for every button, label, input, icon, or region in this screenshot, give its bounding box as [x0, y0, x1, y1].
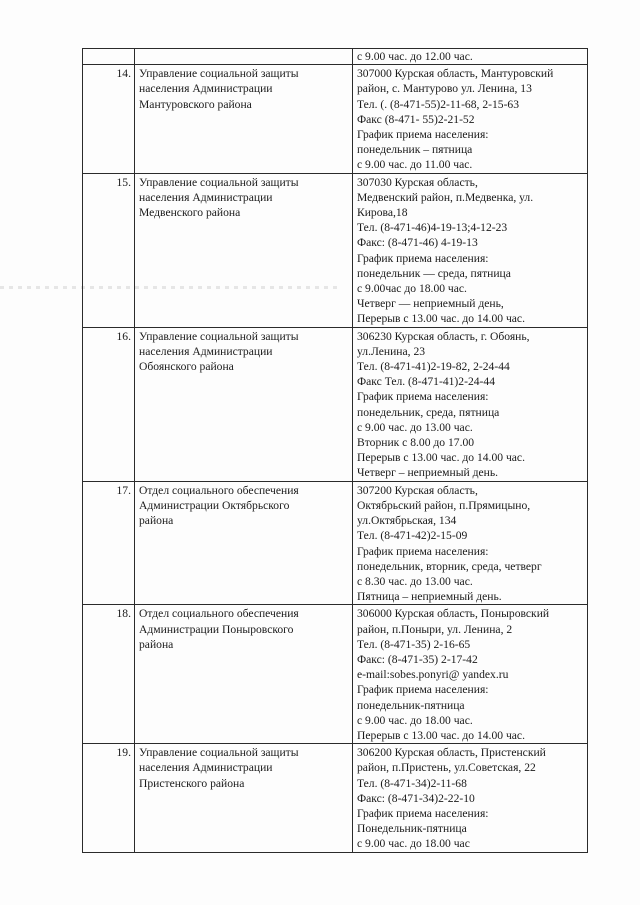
- organization-line: населения Администрации: [139, 344, 273, 358]
- address-line: График приема населения:: [357, 251, 489, 265]
- cell-address: [353, 49, 588, 65]
- address-line: Четверг — неприемный день,: [357, 297, 504, 311]
- organization-line: Мантуровского района: [139, 97, 252, 111]
- organization-line: района: [139, 637, 174, 651]
- address-line: район, п.Поныри, ул. Ленина, 2: [357, 622, 513, 636]
- address-line: 307030 Курская область,: [357, 175, 478, 189]
- cell-number: 17.: [83, 481, 135, 605]
- address-line: понедельник, вторник, среда, четверг: [357, 559, 542, 573]
- table-row: [83, 744, 588, 852]
- cell-address: [353, 744, 588, 852]
- address-line: с 9.00 час. до 12.00 час.: [357, 50, 473, 63]
- address-line: 307200 Курская область,: [357, 483, 478, 497]
- table-body: [83, 49, 588, 853]
- address-line: 306200 Курская область, Пристенский: [357, 746, 546, 760]
- address-line: Факс: (8-471-46) 4-19-13: [357, 236, 478, 250]
- cell-address: [353, 481, 588, 605]
- address-line: ул.Ленина, 23: [357, 344, 426, 358]
- cell-organization: [135, 173, 353, 327]
- address-line: Факс (8-471- 55)2-21-52: [357, 112, 475, 126]
- organization-line: Управление социальной защиты: [139, 329, 299, 343]
- cell-number: 15.: [83, 173, 135, 327]
- address-line: 307000 Курская область, Мантуровский: [357, 67, 554, 81]
- organization-line: Управление социальной защиты: [139, 175, 299, 189]
- address-line: с 9.00час до 18.00 час.: [357, 282, 467, 296]
- table-row: [83, 605, 588, 744]
- organization-line: населения Администрации: [139, 190, 273, 204]
- address-line: Тел. (8-471-41)2-19-82, 2-24-44: [357, 360, 510, 374]
- address-line: Тел. (8-471-34)2-11-68: [357, 776, 467, 790]
- cell-number: [83, 49, 135, 65]
- address-line: понедельник-пятница: [357, 698, 465, 712]
- cell-organization: [135, 605, 353, 744]
- address-line: Октябрьский район, п.Прямицыно,: [357, 498, 531, 512]
- address-line: Четверг – неприемный день.: [357, 466, 499, 480]
- cell-organization: [135, 481, 353, 605]
- address-line: Медвенский район, п.Медвенка, ул.: [357, 190, 534, 204]
- address-line: понедельник – пятница: [357, 143, 473, 157]
- organization-line: района: [139, 514, 174, 528]
- address-line: понедельник — среда, пятница: [357, 266, 511, 280]
- address-line: Тел. (8-471-46)4-19-13;4-12-23: [357, 221, 508, 235]
- organization-line: Медвенского района: [139, 206, 241, 220]
- cell-number: 18.: [83, 605, 135, 744]
- address-line: Пятница – неприемный день.: [357, 590, 502, 604]
- address-line: Факс: (8-471-34)2-22-10: [357, 791, 475, 805]
- address-line: с 9.00 час. до 13.00 час.: [357, 420, 473, 434]
- address-line: График приема населения:: [357, 806, 489, 820]
- cell-address: [353, 65, 588, 173]
- address-line: 306230 Курская область, г. Обоянь,: [357, 329, 530, 343]
- address-line: Тел. (8-471-35) 2-16-65: [357, 637, 471, 651]
- organization-line: Обоянского района: [139, 360, 234, 374]
- cell-number: 14.: [83, 65, 135, 173]
- address-line: Вторник с 8.00 до 17.00: [357, 436, 475, 450]
- table-row: [83, 327, 588, 481]
- cell-organization: [135, 327, 353, 481]
- organization-line: Управление социальной защиты: [139, 67, 299, 81]
- cell-address: [353, 327, 588, 481]
- address-line: понедельник, среда, пятница: [357, 405, 500, 419]
- organization-line: Администрации Октябрьского: [139, 498, 290, 512]
- address-line: График приема населения:: [357, 128, 489, 142]
- address-line: район, с. Мантурово ул. Ленина, 13: [357, 82, 532, 96]
- address-line: График приема населения:: [357, 544, 489, 558]
- organization-line: Администрации Поныровского: [139, 622, 294, 636]
- address-line: График приема населения:: [357, 683, 489, 697]
- table-row: [83, 65, 588, 173]
- organization-line: Отдел социального обеспечения: [139, 607, 299, 621]
- address-line: с 9.00 час. до 18.00 час: [357, 837, 470, 851]
- address-line: район, п.Пристень, ул.Советская, 22: [357, 761, 536, 775]
- address-line: ул.Октябрьская, 134: [357, 514, 457, 528]
- cell-address: [353, 173, 588, 327]
- cell-address: [353, 605, 588, 744]
- address-line: с 8.30 час. до 13.00 час.: [357, 574, 473, 588]
- table-row: [83, 173, 588, 327]
- address-line: Кирова,18: [357, 206, 408, 220]
- table-row: [83, 481, 588, 605]
- address-line: Понедельник-пятница: [357, 822, 467, 836]
- address-line: Факс: (8-471-35) 2-17-42: [357, 652, 478, 666]
- organization-line: Управление социальной защиты: [139, 746, 299, 760]
- organization-line: населения Администрации: [139, 761, 273, 775]
- address-line: e-mail:sobes.ponyri@ yandex.ru: [357, 668, 509, 682]
- cell-organization: [135, 49, 353, 65]
- table-row-continuation: [83, 49, 588, 65]
- address-line: Перерыв с 13.00 час. до 14.00 час.: [357, 451, 525, 465]
- address-line: 306000 Курская область, Поныровский: [357, 607, 550, 621]
- cell-number: 19.: [83, 744, 135, 852]
- social-services-table: [82, 48, 588, 853]
- address-line: Факс Тел. (8-471-41)2-24-44: [357, 375, 495, 389]
- cell-organization: [135, 744, 353, 852]
- address-line: с 9.00 час. до 18.00 час.: [357, 713, 473, 727]
- organization-line: населения Администрации: [139, 82, 273, 96]
- address-line: с 9.00 час. до 11.00 час.: [357, 158, 473, 172]
- cell-number: 16.: [83, 327, 135, 481]
- organization-line: Пристенского района: [139, 776, 245, 790]
- address-line: Тел. (8-471-42)2-15-09: [357, 529, 468, 543]
- address-line: Перерыв с 13.00 час. до 14.00 час.: [357, 728, 525, 742]
- cell-organization: [135, 65, 353, 173]
- address-line: Тел. (. (8-471-55)2-11-68, 2-15-63: [357, 97, 520, 111]
- address-line: Перерыв с 13.00 час. до 14.00 час.: [357, 312, 525, 326]
- organization-line: Отдел социального обеспечения: [139, 483, 299, 497]
- address-line: График приема населения:: [357, 390, 489, 404]
